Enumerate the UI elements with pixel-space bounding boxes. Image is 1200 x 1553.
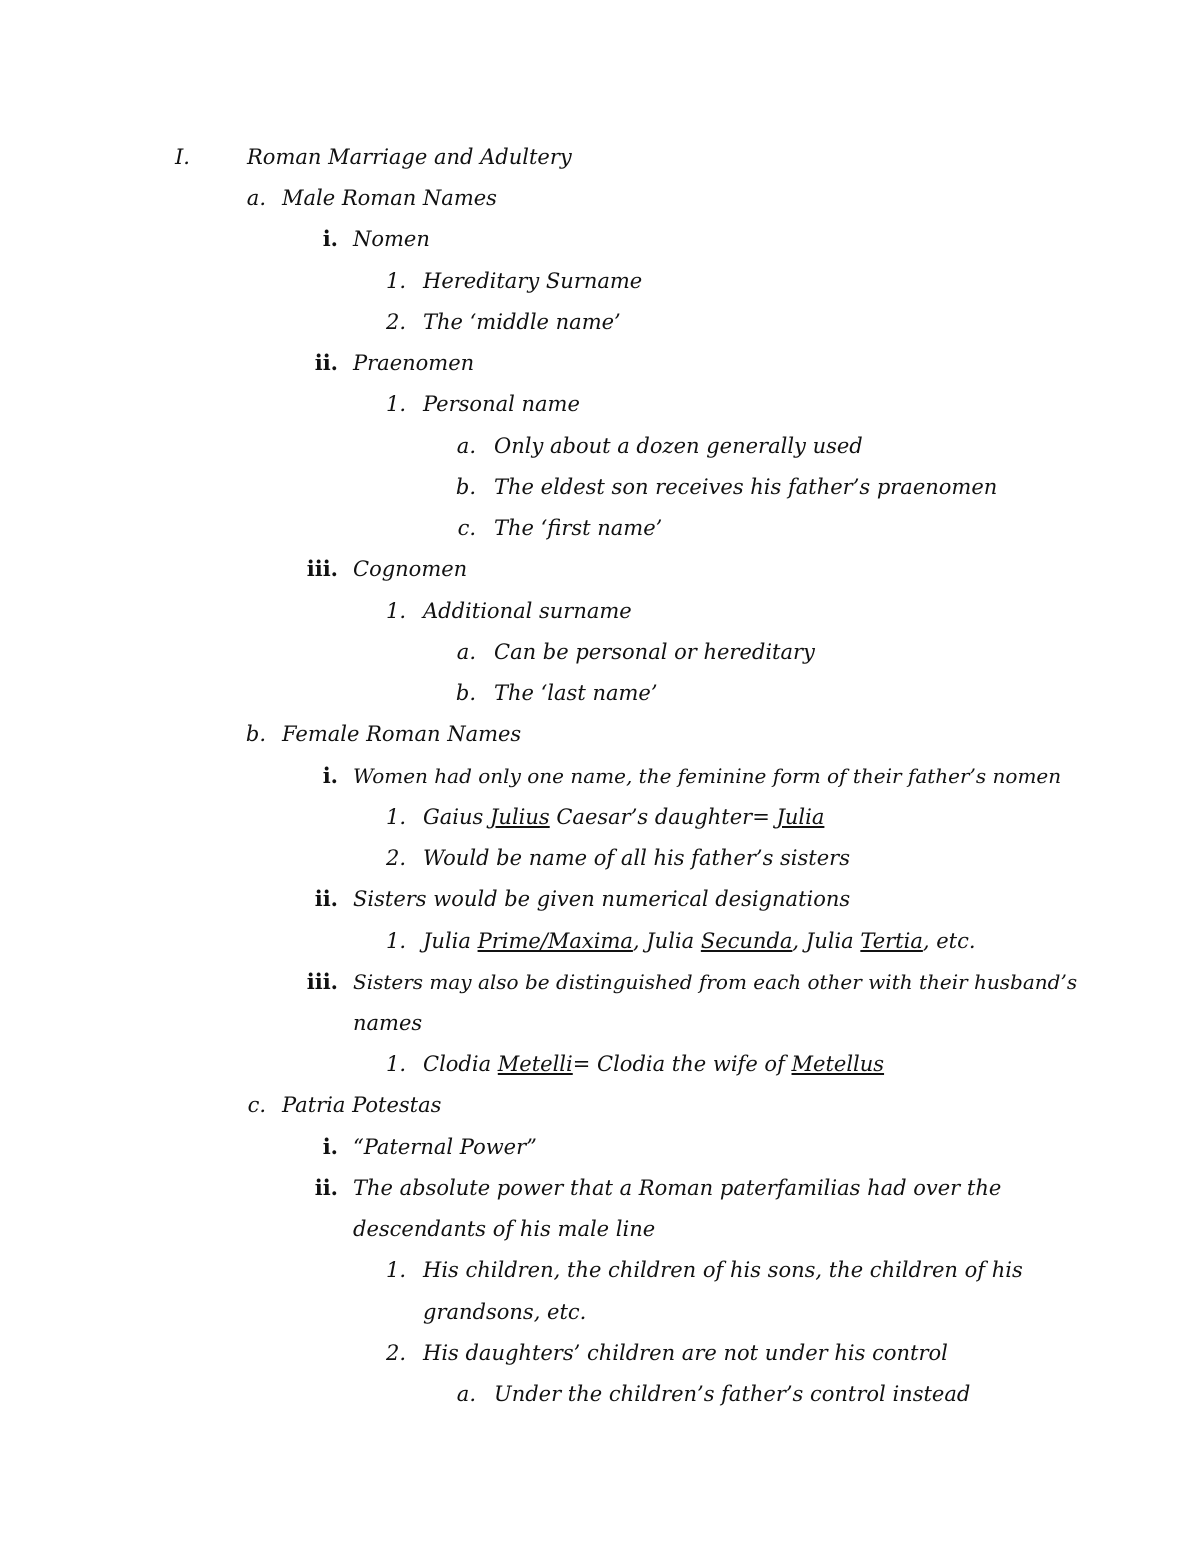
list-text: Women had only one name, the feminine form of their father’s nomen xyxy=(353,764,1062,788)
list-marker: i. xyxy=(322,763,338,788)
list-text: His children, the children of his sons, the children of his xyxy=(423,1258,1023,1282)
list-text: Only about a dozen generally used xyxy=(494,434,863,458)
underlined-text: Julius xyxy=(490,805,550,829)
list-text: Roman Marriage and Adultery xyxy=(247,145,572,169)
list-marker: ii. xyxy=(314,886,338,911)
list-marker: a. xyxy=(456,434,476,458)
list-marker: 2. xyxy=(385,1341,406,1365)
list-text: names xyxy=(353,1011,423,1035)
list-text: grandsons, etc. xyxy=(423,1300,587,1324)
list-marker: 1. xyxy=(385,929,406,953)
list-marker: 2. xyxy=(385,310,406,334)
list-text xyxy=(423,1049,884,1079)
list-marker: 1. xyxy=(385,1258,406,1282)
list-text xyxy=(423,802,824,832)
list-text: “Paternal Power” xyxy=(353,1135,537,1159)
list-text: The ‘first name’ xyxy=(494,516,663,540)
text-run: Caesar’s daughter= xyxy=(549,805,777,829)
list-marker: 1. xyxy=(385,392,406,416)
list-text: The eldest son receives his father’s praenomen xyxy=(494,475,998,499)
list-marker: ii. xyxy=(314,350,338,375)
list-text: Would be name of all his father’s sisters xyxy=(423,846,850,870)
list-text: The ‘last name’ xyxy=(494,681,658,705)
list-marker: b. xyxy=(455,681,476,705)
list-text: The absolute power that a Roman paterfamilias had over the xyxy=(353,1176,1002,1200)
text-run: = Clodia the wife of xyxy=(572,1052,792,1076)
text-run: Clodia xyxy=(423,1052,498,1076)
list-text: Nomen xyxy=(353,227,430,251)
list-marker: 2. xyxy=(385,846,406,870)
list-text: Hereditary Surname xyxy=(423,269,643,293)
text-run: Julia xyxy=(423,929,478,953)
underlined-text: Prime/Maxima xyxy=(477,929,633,953)
text-run: , Julia xyxy=(792,929,861,953)
list-text: Under the children’s father’s control instead xyxy=(494,1382,971,1406)
list-marker: a. xyxy=(246,186,266,210)
underlined-text: Secunda xyxy=(700,929,793,953)
list-marker: ii. xyxy=(314,1175,338,1200)
list-text: Can be personal or hereditary xyxy=(494,640,815,664)
list-marker: c. xyxy=(457,516,476,540)
list-marker: iii. xyxy=(306,556,338,581)
list-marker: a. xyxy=(456,1382,476,1406)
list-text: Additional surname xyxy=(423,599,632,623)
list-text: Cognomen xyxy=(353,557,468,581)
list-text: descendants of his male line xyxy=(353,1217,656,1241)
underlined-text: Metelli xyxy=(497,1052,573,1076)
list-marker: b. xyxy=(245,722,266,746)
list-text: Patria Potestas xyxy=(282,1093,442,1117)
list-text: His daughters’ children are not under his control xyxy=(423,1341,948,1365)
list-text: Male Roman Names xyxy=(282,186,497,210)
list-marker: 1. xyxy=(385,599,406,623)
text-run: Gaius xyxy=(423,805,490,829)
list-marker: a. xyxy=(456,640,476,664)
list-text: Female Roman Names xyxy=(282,722,522,746)
list-text: The ‘middle name’ xyxy=(423,310,621,334)
list-marker: iii. xyxy=(306,969,338,994)
list-marker: 1. xyxy=(385,269,406,293)
list-marker: c. xyxy=(247,1093,266,1117)
underlined-text: Julia xyxy=(776,805,825,829)
list-marker: 1. xyxy=(385,1052,406,1076)
list-marker: i. xyxy=(322,226,338,251)
text-run: , Julia xyxy=(632,929,701,953)
list-text: Sisters may also be distinguished from each other with their husband’s xyxy=(353,970,1078,994)
list-marker: 1. xyxy=(385,805,406,829)
list-text: Sisters would be given numerical designations xyxy=(353,887,851,911)
list-text: Praenomen xyxy=(353,351,475,375)
list-text: Personal name xyxy=(423,392,580,416)
list-text xyxy=(423,926,976,956)
list-marker: b. xyxy=(455,475,476,499)
underlined-text: Tertia xyxy=(860,929,923,953)
list-marker: i. xyxy=(322,1134,338,1159)
list-marker: I. xyxy=(175,145,190,169)
underlined-text: Metellus xyxy=(791,1052,885,1076)
text-run: , etc. xyxy=(922,929,976,953)
